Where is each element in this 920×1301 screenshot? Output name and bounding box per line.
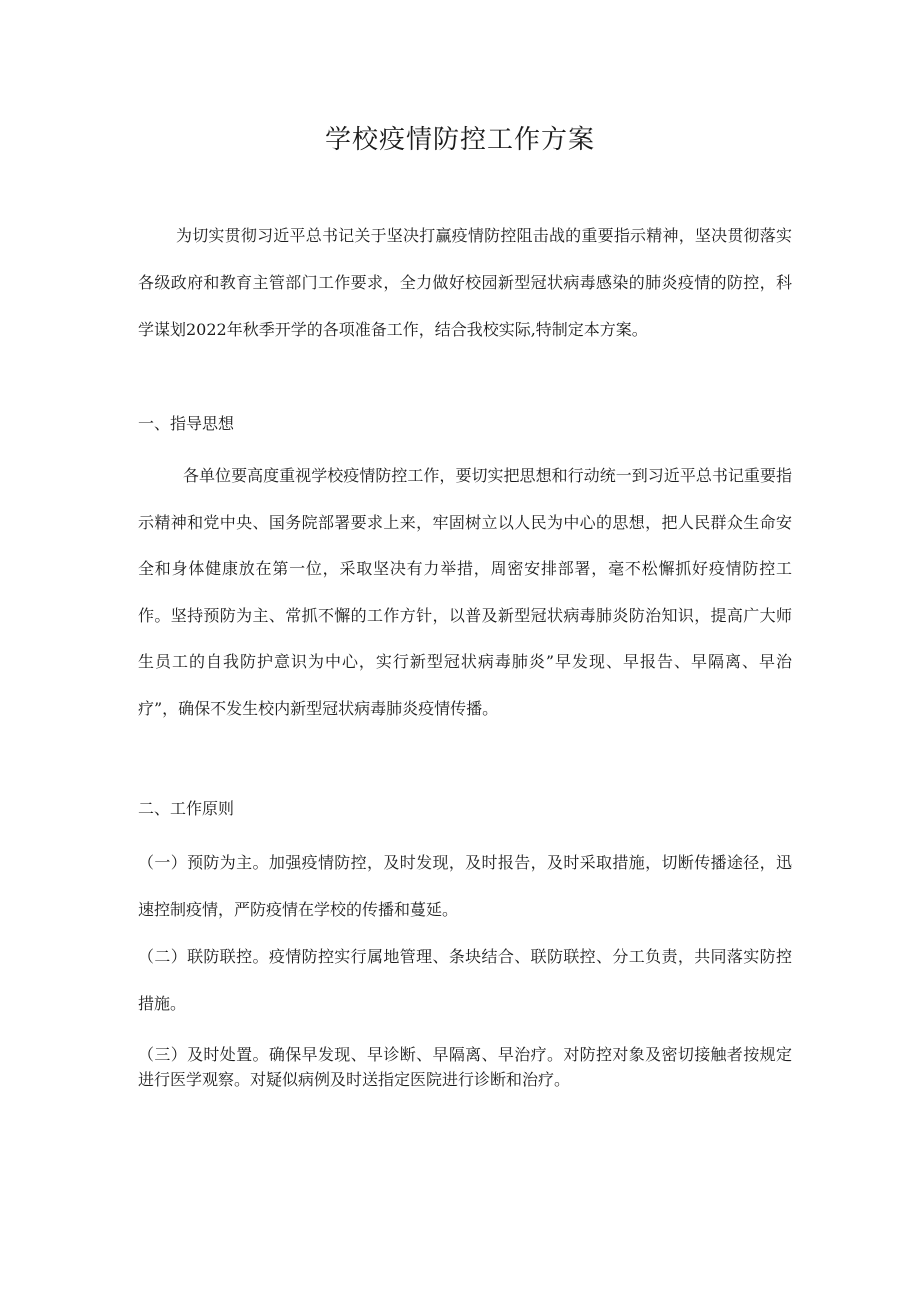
document-title: 学校疫情防控工作方案 [324, 125, 595, 155]
guiding-ideology-paragraph: 各单位要高度重视学校疫情防控工作，要切实把思想和行动统一到习近平总书记重要指示精神和党中央、国务院部署要求上来，牢固树立以人民为中心的思想，把人民群众生命安全和身体健康放在第一位，采取坚决有力举措，周密安排部署，毫不松懈抓好疫情防控工作。坚持预防为主、常抓不懈的工作方针，以普及新型冠状病毒肺炎防治知识，提高广大师生员工的自我防护意识为中心，实行新型冠状病毒肺炎”早发现、早报告、早隔离、早治疗”，确保不发生校内新型冠状病毒肺炎疫情传播。 [138, 466, 792, 718]
intro-paragraph: 为切实贯彻习近平总书记关于坚决打赢疫情防控阻击战的重要指示精神，坚决贯彻落实各级政府和教育主管部门工作要求，全力做好校园新型冠状病毒感染的肺炎疫情的防控，科学谋划2022年秋季开学的各项准备工作，结合我校实际,特制定本方案。 [138, 226, 792, 339]
section-heading-guiding-ideology: 一、指导思想 [138, 414, 235, 433]
section-heading-work-principles: 二、工作原则 [138, 799, 235, 818]
principle-item-joint-control: （二）联防联控。疫情防控实行属地管理、条块结合、联防联控、分工负责，共同落实防控措施。 [138, 947, 792, 1013]
principle-item-prevention: （一）预防为主。加强疫情防控，及时发现，及时报告，及时采取措施，切断传播途径，迅速控制疫情，严防疫情在学校的传播和蔓延。 [138, 853, 792, 919]
principle-item-timely-handling: （三）及时处置。确保早发现、早诊断、早隔离、早治疗。对防控对象及密切接触者按规定进行医学观察。对疑似病例及时送指定医院进行诊断和治疗。 [138, 1045, 792, 1089]
